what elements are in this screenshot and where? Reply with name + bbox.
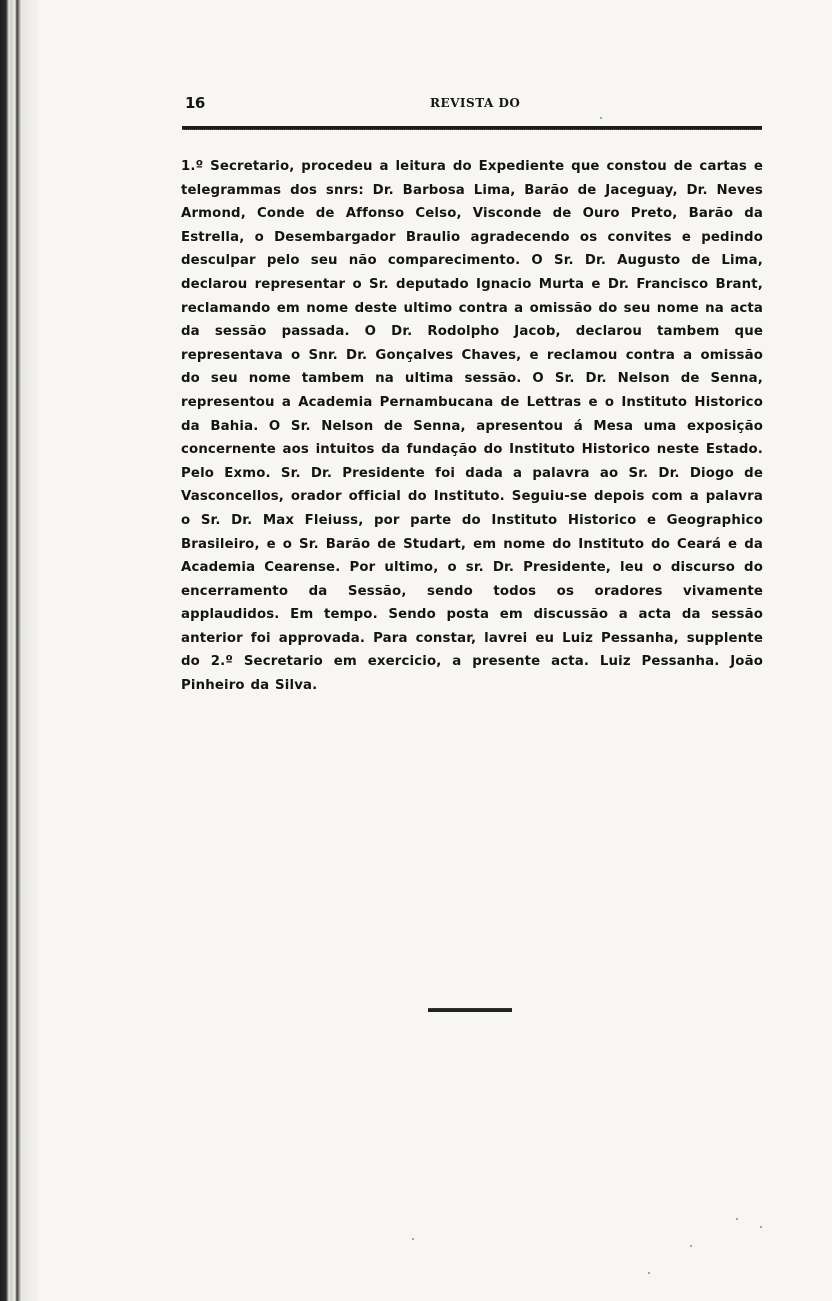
running-head: REVISTA DO: [430, 96, 521, 110]
book-binding-edge: [0, 0, 38, 1301]
header-rule: [182, 126, 762, 130]
paper-speck: [760, 1226, 762, 1228]
paper-speck: [736, 1218, 738, 1220]
page-number: 16: [185, 94, 205, 112]
paper-speck: [412, 1238, 414, 1240]
paper-speck: [600, 117, 602, 119]
page-header: [181, 92, 762, 122]
end-ornament-rule: [428, 1008, 512, 1012]
paper-speck: [648, 1272, 650, 1274]
paper-speck: [690, 1245, 692, 1247]
body-paragraph: 1.º Secretario, procedeu a leitura do Expediente que constou de cartas e telegrammas dos snrs: Dr. Barbosa Lima, Barão de Jaceguay, Dr. Neves Armond, Conde de Affonso Celso, Visconde de Ouro Preto, Barão da Estrella, o Desembargador Braulio agradecendo os convites e pedindo desculpar pelo seu não comparecimento. O Sr. Dr. Augusto de Lima, declarou representar o Sr. deputado Ignacio Murta e Dr. Francisco Brant, reclamando em nome deste ultimo contra a omissão do seu nome na acta da sessão passada. O Dr. Rodolpho Jacob, declarou tambem que representava o Snr. Dr. Gonçalves Chaves, e reclamou contra a omissão do seu nome tambem na ultima sessão. O Sr. Dr. Nelson de Senna, representou a Academia Pernambucana de Lettras e o Instituto Historico da Bahia. O Sr. Nelson de Senna, apresentou á Mesa uma exposição concernente aos intuitos da fundação do Instituto Historico neste Estado. Pelo Exmo. Sr. Dr. Presidente foi dada a palavra ao Sr. Dr. Diogo de Vasconcellos, orador official do Instituto. Seguiu-se depois com a palavra o Sr. Dr. Max Fleiuss, por parte do Instituto Historico e Geographico Brasileiro, e o Sr. Barão de Studart, em nome do Instituto do Ceará e da Academia Cearense. Por ultimo, o sr. Dr. Presidente, leu o discurso do encerramento da Sessão, sendo todos os oradores vivamente applaudidos. Em tempo. Sendo posta em discussão a acta da sessão anterior foi approvada. Para constar, lavrei eu Luiz Pessanha, supplente do 2.º Secretario em exercicio, a presente acta. Luiz Pessanha. João Pinheiro da Silva.: [181, 159, 763, 694]
